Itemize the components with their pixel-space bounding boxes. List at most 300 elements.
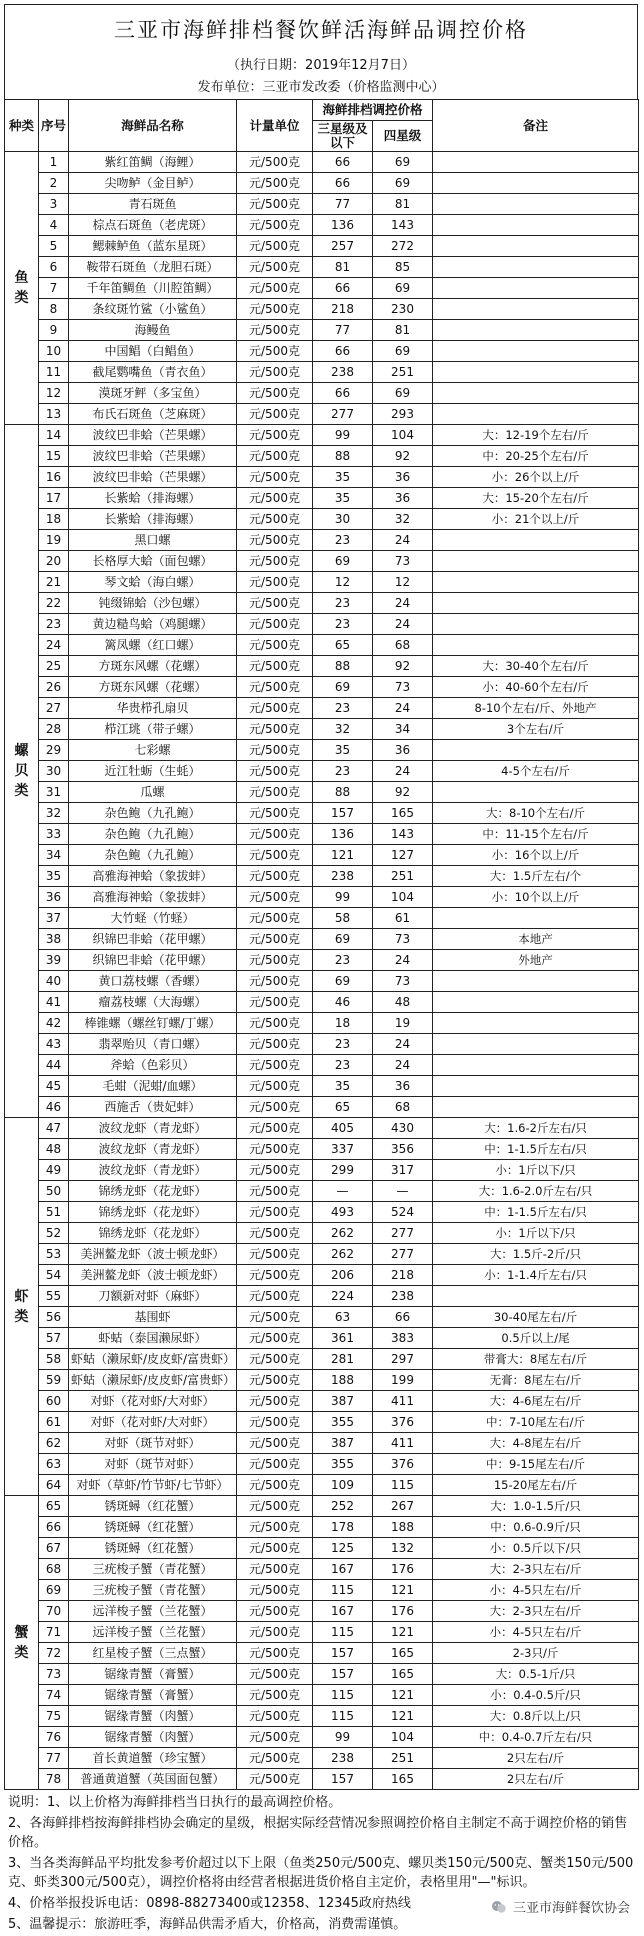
row-number: 14 (39, 425, 69, 446)
row-number: 71 (39, 1622, 69, 1643)
remark-cell: 中：11-15个左右/斤 (433, 824, 639, 845)
item-name: 波纹巴非蛤（芒果螺） (69, 446, 237, 467)
price-three-star: 46 (313, 992, 373, 1013)
price-three-star: 23 (313, 593, 373, 614)
category-cell: 蟹 类 (5, 1496, 39, 1790)
table-row (5, 1076, 639, 1097)
unit-cell: 元/500克 (237, 362, 313, 383)
unit-cell: 元/500克 (237, 1601, 313, 1622)
unit-cell: 元/500克 (237, 1643, 313, 1664)
row-number: 12 (39, 383, 69, 404)
row-number: 64 (39, 1475, 69, 1496)
item-name: 远洋梭子蟹（兰花蟹） (69, 1601, 237, 1622)
table-row (5, 1475, 639, 1496)
row-number: 49 (39, 1160, 69, 1181)
item-name: 长紫蛤（排海螺） (69, 509, 237, 530)
header-category: 种类 (5, 100, 39, 152)
unit-cell: 元/500克 (237, 320, 313, 341)
price-four-star: 199 (373, 1370, 433, 1391)
item-name: 美洲鳌龙虾（波士顿龙虾） (69, 1244, 237, 1265)
row-number: 26 (39, 677, 69, 698)
remark-cell: 中：1-1.5斤左右/只 (433, 1139, 639, 1160)
price-four-star: 165 (373, 1769, 433, 1790)
row-number: 46 (39, 1097, 69, 1118)
header-price-group: 海鲜排档调控价格 (313, 100, 433, 121)
unit-cell: 元/500克 (237, 908, 313, 929)
remark-cell: 0.5斤以上/尾 (433, 1328, 639, 1349)
item-name: 方斑东风螺（花螺） (69, 656, 237, 677)
table-row (5, 173, 639, 194)
table-row (5, 1118, 639, 1139)
unit-cell: 元/500克 (237, 446, 313, 467)
row-number: 24 (39, 635, 69, 656)
table-row (5, 1517, 639, 1538)
unit-cell: 元/500克 (237, 1685, 313, 1706)
row-number: 10 (39, 341, 69, 362)
row-number: 18 (39, 509, 69, 530)
unit-cell: 元/500克 (237, 677, 313, 698)
item-name: 高雅海神蛤（象拔蚌） (69, 866, 237, 887)
unit-cell: 元/500克 (237, 803, 313, 824)
item-name: 青石斑鱼 (69, 194, 237, 215)
remark-cell (433, 257, 639, 278)
price-three-star: 23 (313, 614, 373, 635)
price-three-star: 218 (313, 299, 373, 320)
item-name: 瓜螺 (69, 782, 237, 803)
item-name: 美洲鳌龙虾（波士顿龙虾） (69, 1265, 237, 1286)
price-three-star: 66 (313, 152, 373, 173)
price-four-star: 24 (373, 761, 433, 782)
item-name: 长紫蛤（排海螺） (69, 488, 237, 509)
row-number: 40 (39, 971, 69, 992)
item-name: 翡翠贻贝（青口螺） (69, 1034, 237, 1055)
row-number: 9 (39, 320, 69, 341)
unit-cell: 元/500克 (237, 1727, 313, 1748)
table-row (5, 1202, 639, 1223)
remark-cell (433, 1034, 639, 1055)
unit-cell: 元/500克 (237, 656, 313, 677)
remark-cell (433, 299, 639, 320)
unit-cell: 元/500克 (237, 1412, 313, 1433)
item-name: 千年笛鲷鱼（川腔笛鲷） (69, 278, 237, 299)
remark-cell: 大：30-40个左右/斤 (433, 656, 639, 677)
price-four-star: 277 (373, 1244, 433, 1265)
price-three-star: 69 (313, 677, 373, 698)
item-name: 波纹巴非蛤（芒果螺） (69, 467, 237, 488)
row-number: 11 (39, 362, 69, 383)
price-three-star: 224 (313, 1286, 373, 1307)
item-name: 锦绣龙虾（花龙虾） (69, 1223, 237, 1244)
price-four-star: 32 (373, 509, 433, 530)
remark-cell: 本地产 (433, 929, 639, 950)
row-number: 23 (39, 614, 69, 635)
price-three-star: 262 (313, 1223, 373, 1244)
unit-cell: 元/500克 (237, 173, 313, 194)
price-three-star: 167 (313, 1559, 373, 1580)
price-three-star: 405 (313, 1118, 373, 1139)
row-number: 28 (39, 719, 69, 740)
price-four-star: — (373, 1181, 433, 1202)
remark-cell: 小：4-5只左右/斤 (433, 1622, 639, 1643)
remark-cell (433, 404, 639, 425)
unit-cell: 元/500克 (237, 698, 313, 719)
item-name: 锈斑蟳（红花蟹） (69, 1538, 237, 1559)
remark-cell (433, 740, 639, 761)
price-four-star: 61 (373, 908, 433, 929)
price-four-star: 81 (373, 194, 433, 215)
table-row (5, 1622, 639, 1643)
table-row (5, 635, 639, 656)
item-name: 基围虾 (69, 1307, 237, 1328)
price-four-star: 24 (373, 530, 433, 551)
table-row (5, 257, 639, 278)
unit-cell: 元/500克 (237, 1307, 313, 1328)
price-four-star: 143 (373, 215, 433, 236)
price-four-star: 19 (373, 1013, 433, 1034)
unit-cell: 元/500克 (237, 1748, 313, 1769)
table-row (5, 866, 639, 887)
item-name: 三疣梭子蟹（青花蟹） (69, 1580, 237, 1601)
table-row (5, 1412, 639, 1433)
price-three-star: 23 (313, 530, 373, 551)
header-name: 海鲜品名称 (69, 100, 237, 152)
remark-cell: 带膏大：8尾左右/斤 (433, 1349, 639, 1370)
table-row (5, 1055, 639, 1076)
row-number: 58 (39, 1349, 69, 1370)
item-name: 黄边糙鸟蛤（鸡腿螺） (69, 614, 237, 635)
item-name: 栉江珧（带子螺） (69, 719, 237, 740)
item-name: 杂色鲍（九孔鲍） (69, 824, 237, 845)
price-four-star: 317 (373, 1160, 433, 1181)
price-three-star: 355 (313, 1412, 373, 1433)
item-name: 鳃棘鲈鱼（蓝东星斑） (69, 236, 237, 257)
row-number: 50 (39, 1181, 69, 1202)
price-three-star: 66 (313, 173, 373, 194)
price-four-star: 48 (373, 992, 433, 1013)
table-row (5, 236, 639, 257)
price-four-star: 92 (373, 446, 433, 467)
unit-cell: 元/500克 (237, 1328, 313, 1349)
header-unit: 计量单位 (237, 100, 313, 152)
unit-cell: 元/500克 (237, 1517, 313, 1538)
row-number: 59 (39, 1370, 69, 1391)
table-row (5, 1580, 639, 1601)
row-number: 38 (39, 929, 69, 950)
price-four-star: 12 (373, 572, 433, 593)
table-row (5, 1370, 639, 1391)
price-four-star: 24 (373, 1055, 433, 1076)
item-name: 高雅海神蛤（象拔蚌） (69, 887, 237, 908)
unit-cell: 元/500克 (237, 1580, 313, 1601)
remark-cell (433, 362, 639, 383)
remark-cell: 8-10个左右/斤、外地产 (433, 698, 639, 719)
price-four-star: 230 (373, 299, 433, 320)
item-name: 七彩螺 (69, 740, 237, 761)
remark-cell: 小：0.5斤以下/只 (433, 1538, 639, 1559)
item-name: 锦绣龙虾（花龙虾） (69, 1181, 237, 1202)
price-four-star: 36 (373, 488, 433, 509)
effective-date: （执行日期：2019年12月7日） (4, 55, 638, 77)
price-three-star: 12 (313, 572, 373, 593)
table-row (5, 1769, 639, 1790)
remark-cell (433, 530, 639, 551)
note-5: 5、温馨提示：旅游旺季，海鲜品供需矛盾大，价格高，消费需谨慎。 (8, 1917, 407, 1932)
price-four-star: 115 (373, 1475, 433, 1496)
item-name: 漠斑牙鲆（多宝鱼） (69, 383, 237, 404)
row-number: 37 (39, 908, 69, 929)
item-name: 鞍带石斑鱼（龙胆石斑） (69, 257, 237, 278)
unit-cell: 元/500克 (237, 467, 313, 488)
price-four-star: 73 (373, 551, 433, 572)
table-row (5, 782, 639, 803)
remark-cell (433, 278, 639, 299)
row-number: 3 (39, 194, 69, 215)
price-three-star: 262 (313, 1244, 373, 1265)
price-three-star: 69 (313, 971, 373, 992)
price-four-star: 238 (373, 1286, 433, 1307)
row-number: 34 (39, 845, 69, 866)
item-name: 杂色鲍（九孔鲍） (69, 803, 237, 824)
unit-cell: 元/500克 (237, 1622, 313, 1643)
table-row (5, 278, 639, 299)
table-row (5, 1181, 639, 1202)
unit-cell: 元/500克 (237, 404, 313, 425)
note-3: 3、当各类海鲜品平均批发参考价超过以下上限（鱼类250元/500克、螺贝类150元/500克、蟹类150元/500克、虾类300元/500克），调控价格将由经营者根据进货价格自主定价，表格里用"—"标识。 (8, 1856, 634, 1890)
price-three-star: 355 (313, 1454, 373, 1475)
unit-cell: 元/500克 (237, 761, 313, 782)
unit-cell: 元/500克 (237, 1475, 313, 1496)
price-three-star: — (313, 1181, 373, 1202)
price-four-star: 127 (373, 845, 433, 866)
price-four-star: 251 (373, 866, 433, 887)
table-row (5, 929, 639, 950)
row-number: 48 (39, 1139, 69, 1160)
remark-cell: 小：40-60个左右/斤 (433, 677, 639, 698)
remark-cell: 小：16个以上/斤 (433, 845, 639, 866)
item-name: 截尾鹦嘴鱼（青衣鱼） (69, 362, 237, 383)
price-four-star: 69 (373, 173, 433, 194)
row-number: 2 (39, 173, 69, 194)
row-number: 66 (39, 1517, 69, 1538)
price-four-star: 69 (373, 341, 433, 362)
item-name: 篱凤螺（红口螺） (69, 635, 237, 656)
price-three-star: 35 (313, 1076, 373, 1097)
price-four-star: 524 (373, 1202, 433, 1223)
category-cell: 螺 贝 类 (5, 425, 39, 1118)
row-number: 76 (39, 1727, 69, 1748)
row-number: 73 (39, 1664, 69, 1685)
item-name: 锯缘青蟹（膏蟹） (69, 1664, 237, 1685)
remark-cell (433, 383, 639, 404)
item-name: 棕点石斑鱼（老虎斑） (69, 215, 237, 236)
price-three-star: 157 (313, 1643, 373, 1664)
table-row (5, 761, 639, 782)
note-1: 说明：1、以上价格为海鲜排档当日执行的最高调控价格。 (8, 1795, 342, 1810)
unit-cell: 元/500克 (237, 488, 313, 509)
remark-cell: 中：0.6-0.9斤/只 (433, 1517, 639, 1538)
price-three-star: 23 (313, 698, 373, 719)
item-name: 普通黄道蟹（英国面包蟹） (69, 1769, 237, 1790)
unit-cell: 元/500克 (237, 572, 313, 593)
price-three-star: 121 (313, 845, 373, 866)
row-number: 43 (39, 1034, 69, 1055)
price-three-star: 109 (313, 1475, 373, 1496)
item-name: 波纹龙虾（青龙虾） (69, 1118, 237, 1139)
item-name: 对虾（斑节对虾） (69, 1433, 237, 1454)
remark-cell (433, 1076, 639, 1097)
table-row (5, 1265, 639, 1286)
note-4: 4、价格举报投诉电话：0898-88273400或12358、12345政府热线 (8, 1896, 411, 1911)
price-three-star: 32 (313, 719, 373, 740)
item-name: 织锦巴非蛤（花甲螺） (69, 950, 237, 971)
table-row (5, 908, 639, 929)
price-four-star: 24 (373, 950, 433, 971)
price-four-star: 293 (373, 404, 433, 425)
table-row (5, 467, 639, 488)
table-row (5, 530, 639, 551)
remark-cell: 3个左右/斤 (433, 719, 639, 740)
table-row (5, 446, 639, 467)
remark-cell: 2-3只/斤 (433, 1643, 639, 1664)
item-name: 黑口螺 (69, 530, 237, 551)
unit-cell: 元/500克 (237, 1118, 313, 1139)
row-number: 63 (39, 1454, 69, 1475)
row-number: 15 (39, 446, 69, 467)
unit-cell: 元/500克 (237, 1391, 313, 1412)
row-number: 33 (39, 824, 69, 845)
item-name: 近江牡蛎（生蚝） (69, 761, 237, 782)
price-three-star: 238 (313, 362, 373, 383)
unit-cell: 元/500克 (237, 1244, 313, 1265)
table-row (5, 593, 639, 614)
unit-cell: 元/500克 (237, 740, 313, 761)
row-number: 21 (39, 572, 69, 593)
item-name: 锈斑蟳（红花蟹） (69, 1517, 237, 1538)
table-row (5, 1559, 639, 1580)
unit-cell: 元/500克 (237, 1496, 313, 1517)
remark-cell (433, 635, 639, 656)
price-four-star: 376 (373, 1454, 433, 1475)
row-number: 75 (39, 1706, 69, 1727)
price-three-star: 99 (313, 425, 373, 446)
remark-cell: 小：10个以上/斤 (433, 887, 639, 908)
table-row (5, 320, 639, 341)
row-number: 78 (39, 1769, 69, 1790)
unit-cell: 元/500克 (237, 1664, 313, 1685)
price-four-star: 121 (373, 1685, 433, 1706)
remark-cell (433, 320, 639, 341)
row-number: 70 (39, 1601, 69, 1622)
price-three-star: 65 (313, 1097, 373, 1118)
price-three-star: 35 (313, 467, 373, 488)
remark-cell: 30-40尾左右/斤 (433, 1307, 639, 1328)
table-row (5, 1748, 639, 1769)
unit-cell: 元/500克 (237, 614, 313, 635)
price-four-star: 411 (373, 1391, 433, 1412)
price-four-star: 24 (373, 593, 433, 614)
row-number: 54 (39, 1265, 69, 1286)
row-number: 4 (39, 215, 69, 236)
price-three-star: 157 (313, 803, 373, 824)
brand-watermark (491, 1897, 630, 1916)
remark-cell (433, 782, 639, 803)
item-name: 海鳗鱼 (69, 320, 237, 341)
price-four-star: 165 (373, 1643, 433, 1664)
price-four-star: 121 (373, 1580, 433, 1601)
remark-cell (433, 551, 639, 572)
table-row (5, 677, 639, 698)
price-four-star: 165 (373, 1664, 433, 1685)
item-name: 西施舌（贵妃蚌） (69, 1097, 237, 1118)
table-row (5, 488, 639, 509)
unit-cell: 元/500克 (237, 1181, 313, 1202)
table-row (5, 845, 639, 866)
price-four-star: 104 (373, 887, 433, 908)
item-name: 条纹斑竹鲨（小鲨鱼） (69, 299, 237, 320)
remark-cell: 小：0.4-0.5斤/只 (433, 1685, 639, 1706)
table-row (5, 740, 639, 761)
price-three-star: 387 (313, 1433, 373, 1454)
item-name: 对虾（斑节对虾） (69, 1454, 237, 1475)
unit-cell: 元/500克 (237, 299, 313, 320)
row-number: 65 (39, 1496, 69, 1517)
price-three-star: 69 (313, 929, 373, 950)
price-four-star: 92 (373, 656, 433, 677)
table-row (5, 299, 639, 320)
table-row (5, 719, 639, 740)
unit-cell: 元/500克 (237, 1202, 313, 1223)
price-four-star: 69 (373, 278, 433, 299)
item-name: 锦绣龙虾（花龙虾） (69, 1202, 237, 1223)
price-four-star: 165 (373, 803, 433, 824)
document-title: 三亚市海鲜排档餐饮鲜活海鲜品调控价格 (4, 4, 638, 55)
item-name: 锯缘青蟹（膏蟹） (69, 1685, 237, 1706)
unit-cell: 元/500克 (237, 1538, 313, 1559)
remark-cell: 大：8-10个左右/斤 (433, 803, 639, 824)
price-four-star: 176 (373, 1559, 433, 1580)
table-row (5, 425, 639, 446)
unit-cell: 元/500克 (237, 866, 313, 887)
unit-cell: 元/500克 (237, 425, 313, 446)
row-number: 62 (39, 1433, 69, 1454)
remark-cell (433, 236, 639, 257)
remark-cell: 大：1.0-1.5斤/只 (433, 1496, 639, 1517)
unit-cell: 元/500克 (237, 551, 313, 572)
row-number: 74 (39, 1685, 69, 1706)
remark-cell: 大：4-6尾左右/斤 (433, 1391, 639, 1412)
price-three-star: 23 (313, 1055, 373, 1076)
price-three-star: 65 (313, 635, 373, 656)
item-name: 杂色鲍（九孔鲍） (69, 845, 237, 866)
price-three-star: 299 (313, 1160, 373, 1181)
price-four-star: 36 (373, 467, 433, 488)
remark-cell: 小：21个以上/斤 (433, 509, 639, 530)
price-four-star: 272 (373, 236, 433, 257)
price-four-star: 188 (373, 1517, 433, 1538)
remark-cell: 小：1斤以下/只 (433, 1223, 639, 1244)
row-number: 42 (39, 1013, 69, 1034)
row-number: 29 (39, 740, 69, 761)
price-four-star: 24 (373, 614, 433, 635)
row-number: 53 (39, 1244, 69, 1265)
remark-cell (433, 1286, 639, 1307)
table-row (5, 1391, 639, 1412)
price-three-star: 63 (313, 1307, 373, 1328)
price-four-star: 68 (373, 1097, 433, 1118)
row-number: 51 (39, 1202, 69, 1223)
unit-cell: 元/500克 (237, 509, 313, 530)
row-number: 72 (39, 1643, 69, 1664)
